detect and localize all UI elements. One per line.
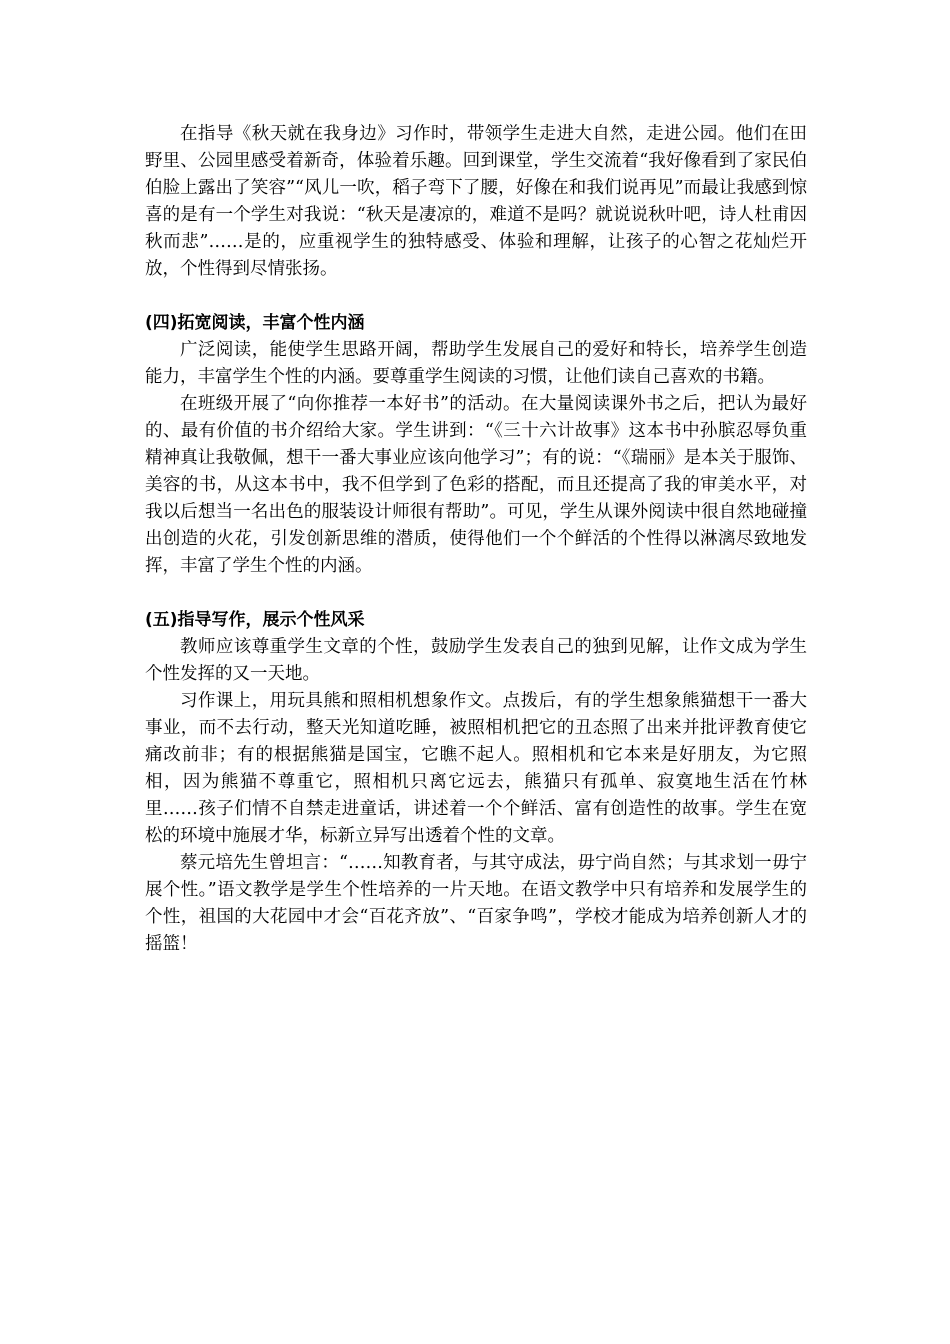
paragraph-reading-intro: 广泛阅读，能使学生思路开阔，帮助学生发展自己的爱好和特长，培养学生创造能力，丰富学生个性的内涵。要尊重学生阅读的习惯，让他们读自己喜欢的书籍。 bbox=[145, 340, 807, 387]
paragraph-cai-yuanpei-quote: 蔡元培先生曾坦言：“……知教育者，与其守成法，毋宁尚自然；与其求划一毋宁展个性。”语文教学是学生个性培养的一片天地。在语文教学中只有培养和发展学生的个性，祖国的大花园中才会“百花齐放”、“百家争鸣”，学校才能成为培养创新人才的摇篮！ bbox=[145, 853, 807, 954]
section-heading-reading: (四)拓宽阅读，丰富个性内涵 bbox=[145, 313, 365, 333]
paragraph-writing-intro: 教师应该尊重学生文章的个性，鼓励学生发表自己的独到见解，让作文成为学生个性发挥的又一天地。 bbox=[145, 637, 807, 684]
paragraph-panda-story: 习作课上，用玩具熊和照相机想象作文。点拨后，有的学生想象熊猫想干一番大事业，而不去行动，整天光知道吃睡，被照相机把它的丑态照了出来并批评教育使它痛改前非；有的根据熊猫是国宝，它瞧不起人。照相机和它本来是好朋友，为它照相，因为熊猫不尊重它，照相机只离它远去，熊猫只有孤单、寂寞地生活在竹林里……孩子们情不自禁走进童话，讲述着一个个鲜活、富有创造性的故事。学生在宽松的环境中施展才华，标新立异写出透着个性的文章。 bbox=[145, 691, 807, 846]
paragraph-book-recommendation: 在班级开展了“向你推荐一本好书”的活动。在大量阅读课外书之后，把认为最好的、最有价值的书介绍给大家。学生讲到：“《三十六计故事》这本书中孙膑忍辱负重精神真让我敬佩，想干一番大事业应该向他学习”；有的说：“《瑞丽》是本关于服饰、美容的书，从这本书中，我不但学到了色彩的搭配，而且还提高了我的审美水平，对我以后想当一名出色的服装设计师很有帮助”。可见，学生从课外阅读中很自然地碰撞出创造的火花，引发创新思维的潜质，使得他们一个个鲜活的个性得以淋漓尽致地发挥，丰富了学生个性的内涵。 bbox=[145, 394, 807, 576]
paragraph-autumn-writing: 在指导《秋天就在我身边》习作时，带领学生走进大自然，走进公园。他们在田野里、公园里感受着新奇，体验着乐趣。回到课堂，学生交流着“我好像看到了家民伯伯脸上露出了笑容”“风儿一吹，稻子弯下了腰，好像在和我们说再见”而最让我感到惊喜的是有一个学生对我说：“秋天是凄凉的，难道不是吗？就说说秋叶吧，诗人杜甫因秋而悲”……是的，应重视学生的独特感受、体验和理解，让孩子的心智之花灿烂开放，个性得到尽情张扬。 bbox=[145, 124, 807, 279]
document-body bbox=[145, 121, 807, 958]
section-heading-writing: (五)指导写作，展示个性风采 bbox=[145, 610, 365, 630]
